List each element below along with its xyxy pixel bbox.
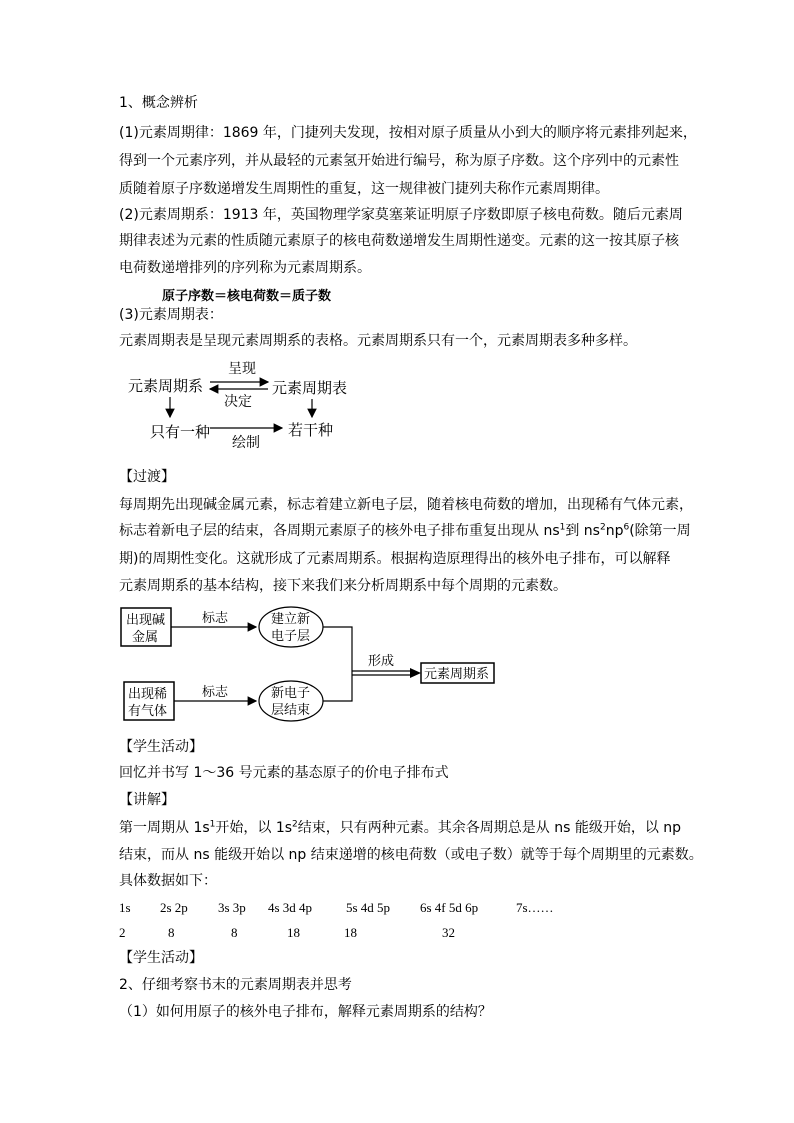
activity-1-heading: 【学生活动】 xyxy=(119,739,203,755)
lecture-line-1 xyxy=(119,819,681,837)
transition-line-1: 每周期先出现碱金属元素，标志着建立新电子层，随着核电荷数的增加，出现稀有气体元素， xyxy=(119,497,693,513)
text-fragment: np xyxy=(605,523,624,539)
transition-line-2 xyxy=(119,522,691,540)
periodic-table-heading: (3)元素周期表： xyxy=(119,307,223,323)
level-cell: 1s xyxy=(119,900,131,915)
label-form: 形成 xyxy=(368,654,395,669)
level-cell: 2s 2p xyxy=(160,900,188,915)
level-cell: 4s 3d 4p xyxy=(268,900,313,915)
text-fragment: 开始，以 1s xyxy=(215,820,293,836)
section-heading-concepts: 1、概念辨析 xyxy=(119,95,198,111)
label-present: 呈现 xyxy=(228,361,256,377)
count-cell: 18 xyxy=(344,925,357,940)
ellipse-new-shell-text-2: 电子层 xyxy=(271,629,311,644)
count-cell: 8 xyxy=(231,925,238,940)
box-periodic-system-text: 元素周期系 xyxy=(424,667,490,682)
count-cell: 18 xyxy=(287,925,300,940)
superscript: 2 xyxy=(292,819,298,830)
node-only-one: 只有一种 xyxy=(150,423,211,441)
text-fragment: 标志着新电子层的结束，各周期元素原子的核外电子排布重复出现从 ns xyxy=(119,523,560,539)
activity-2-heading: 【学生活动】 xyxy=(119,950,203,966)
count-cell: 2 xyxy=(119,925,126,940)
system-table-relation-diagram xyxy=(110,355,370,455)
activity-2-question: （1）如何用原子的核外电子排布，解释元素周期系的结构？ xyxy=(119,1004,492,1020)
level-cell: 3s 3p xyxy=(218,900,246,915)
box-alkali-text-2: 金属 xyxy=(132,630,159,645)
bracket-connector xyxy=(323,627,352,701)
superscript: 1 xyxy=(559,522,566,533)
periodic-law-line-1: (1)元素周期律：1869 年，门捷列夫发现，按相对原子质量从小到大的顺序将元素排列起来， xyxy=(119,125,697,141)
node-periodic-table: 元素周期表 xyxy=(272,379,348,397)
level-cell: 7s…… xyxy=(516,900,554,915)
arrow-form-head xyxy=(410,668,421,678)
level-cell: 6s 4f 5d 6p xyxy=(420,900,479,915)
box-alkali-text-1: 出现碱 xyxy=(126,613,166,628)
box-noble-text-2: 有气体 xyxy=(128,704,168,719)
ellipse-new-shell-text-1: 建立新 xyxy=(271,612,311,627)
transition-heading: 【过渡】 xyxy=(119,469,175,485)
period-formation-diagram xyxy=(118,602,498,724)
lecture-line-3: 具体数据如下： xyxy=(119,873,217,889)
superscript: 6 xyxy=(623,522,630,533)
text-fragment: 结束，只有两种元素。其余各周期总是从 ns 能级开始，以 np xyxy=(297,820,682,836)
label-decide: 决定 xyxy=(224,394,252,410)
periodic-law-line-3: 质随着原子序数递增发生周期性的重复，这一规律被门捷列夫称作元素周期律。 xyxy=(119,181,609,197)
text-fragment: (除第一周 xyxy=(629,523,691,539)
label-mark-1: 标志 xyxy=(202,611,229,626)
level-cell: 5s 4d 5p xyxy=(346,900,391,915)
ellipse-shell-end-text-2: 层结束 xyxy=(271,703,311,718)
text-fragment: 到 ns xyxy=(565,523,600,539)
lecture-heading: 【讲解】 xyxy=(119,792,175,808)
count-cell: 32 xyxy=(442,925,455,940)
superscript: 1 xyxy=(209,819,216,830)
periodic-system-line-1: (2)元素周期系：1913 年，英国物理学家莫塞莱证明原子序数即原子核电荷数。随后元素周 xyxy=(119,207,683,223)
periodic-law-line-2: 得到一个元素序列，并从最轻的元素氢开始进行编号，称为原子序数。这个序列中的元素性 xyxy=(119,153,679,169)
transition-line-4: 元素周期系的基本结构，接下来我们来分析周期系中每个周期的元素数。 xyxy=(119,578,567,594)
periodic-system-line-2: 期律表述为元素的性质随元素原子的核电荷数递增发生周期性递变。元素的这一按其原子核 xyxy=(119,233,679,249)
activity-1-text: 回忆并书写 1～36 号元素的基态原子的价电子排布式 xyxy=(119,765,449,781)
text-fragment: 第一周期从 1s xyxy=(119,820,210,836)
node-several: 若干种 xyxy=(288,421,334,439)
lecture-line-2: 结束，而从 ns 能级开始以 np 结束递增的核电荷数（或电子数）就等于每个周期里的元素数。 xyxy=(119,847,703,863)
node-periodic-system: 元素周期系 xyxy=(128,377,204,395)
superscript: 2 xyxy=(599,522,606,533)
label-draw: 绘制 xyxy=(232,435,260,451)
periodic-system-line-3: 电荷数递增排列的序列称为元素周期系。 xyxy=(119,260,371,276)
label-mark-2: 标志 xyxy=(202,685,229,700)
activity-2-line-1: 2、仔细考察书末的元素周期表并思考 xyxy=(119,977,352,993)
box-noble-text-1: 出现稀 xyxy=(128,687,168,702)
atomic-number-formula: 原子序数＝核电荷数＝质子数 xyxy=(162,289,332,304)
ellipse-shell-end-text-1: 新电子 xyxy=(271,686,311,701)
transition-line-3: 期)的周期性变化。这就形成了元素周期系。根据构造原理得出的核外电子排布，可以解释 xyxy=(119,551,671,567)
periodic-table-definition: 元素周期表是呈现元素周期系的表格。元素周期系只有一个，元素周期表多种多样。 xyxy=(119,333,637,349)
count-cell: 8 xyxy=(168,925,175,940)
